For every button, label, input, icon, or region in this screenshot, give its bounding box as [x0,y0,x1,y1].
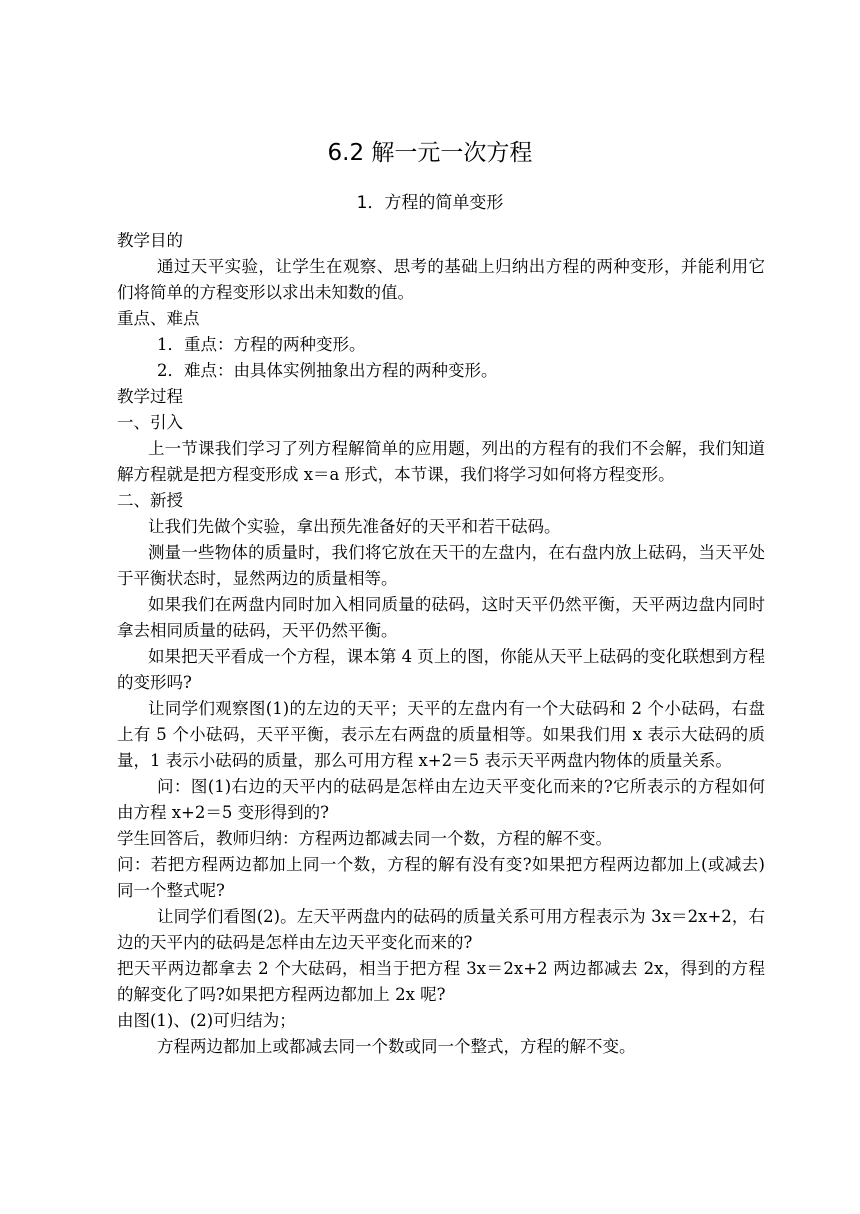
paragraph-question-2: 问：若把方程两边都加上同一个数，方程的解有没有变?如果把方程两边都加上(或减去)同一个整式呢? [117,855,765,900]
difficulty-item: 2．难点：由具体实例抽象出方程的两种变形。 [157,361,498,380]
key-point-item: 1．重点：方程的两种变形。 [157,335,366,354]
heading-teaching-process: 教学过程 [117,387,183,406]
section-subtitle: 1．方程的简单变形 [356,193,504,213]
paragraph-teacher-summary: 学生回答后，教师归纳：方程两边都减去同一个数，方程的解不变。 [117,829,612,848]
document-body [117,228,765,1060]
heading-introduction: 一、引入 [117,413,183,432]
paragraph-question-1: 问：图(1)右边的天平内的砝码是怎样由左边天平变化而来的?它所表示的方程如何由方程 x+2＝5 变形得到的? [117,777,765,822]
paragraph-balance-as-equation: 如果把天平看成一个方程，课本第 4 页上的图，你能从天平上砝码的变化联想到方程的变形吗? [117,647,765,692]
paragraph-introduction: 上一节课我们学习了列方程解简单的应用题，列出的方程有的我们不会解，我们知道解方程就是把方程变形成 x＝a 形式，本节课，我们将学习如何将方程变形。 [117,439,765,484]
heading-teaching-goal: 教学目的 [117,231,183,250]
heading-new-lesson: 二、新授 [117,491,183,510]
paragraph-remove-weights: 把天平两边都拿去 2 个大砝码，相当于把方程 3x＝2x+2 两边都减去 2x，得到的方程的解变化了吗?如果把方程两边都加上 2x 呢? [117,959,765,1004]
paragraph-measurement: 测量一些物体的质量时，我们将它放在天干的左盘内，在右盘内放上砝码，当天平处于平衡状态时，显然两边的质量相等。 [117,543,765,588]
heading-key-points: 重点、难点 [117,309,200,328]
paragraph-figure-1: 让同学们观察图(1)的左边的天平；天平的左盘内有一个大砝码和 2 个小砝码，右盘上有 5 个小砝码，天平平衡，表示左右两盘的质量相等。如果我们用 x 表示大砝码的质量，1 表示小砝码的质量，那么可用方程 x+2＝5 表示天平两盘内物体的质量关系。 [117,699,765,770]
paragraph-conclusion-lead: 由图(1)、(2)可归结为； [117,1011,296,1030]
paragraph-experiment: 让我们先做个实验，拿出预先准备好的天平和若干砝码。 [148,517,561,536]
paragraph-rule: 方程两边都加上或都减去同一个数或同一个整式，方程的解不变。 [157,1037,636,1056]
paragraph-goal: 通过天平实验，让学生在观察、思考的基础上归纳出方程的两种变形，并能利用它们将简单的方程变形以求出未知数的值。 [117,257,765,302]
paragraph-same-weights: 如果我们在两盘内同时加入相同质量的砝码，这时天平仍然平衡，天平两边盘内同时拿去相同质量的砝码，天平仍然平衡。 [117,595,765,640]
document-title: 6.2 解一元一次方程 [327,140,533,166]
paragraph-figure-2: 让同学们看图(2)。左天平两盘内的砝码的质量关系可用方程表示为 3x＝2x+2，右边的天平内的砝码是怎样由左边天平变化而来的? [117,907,765,952]
